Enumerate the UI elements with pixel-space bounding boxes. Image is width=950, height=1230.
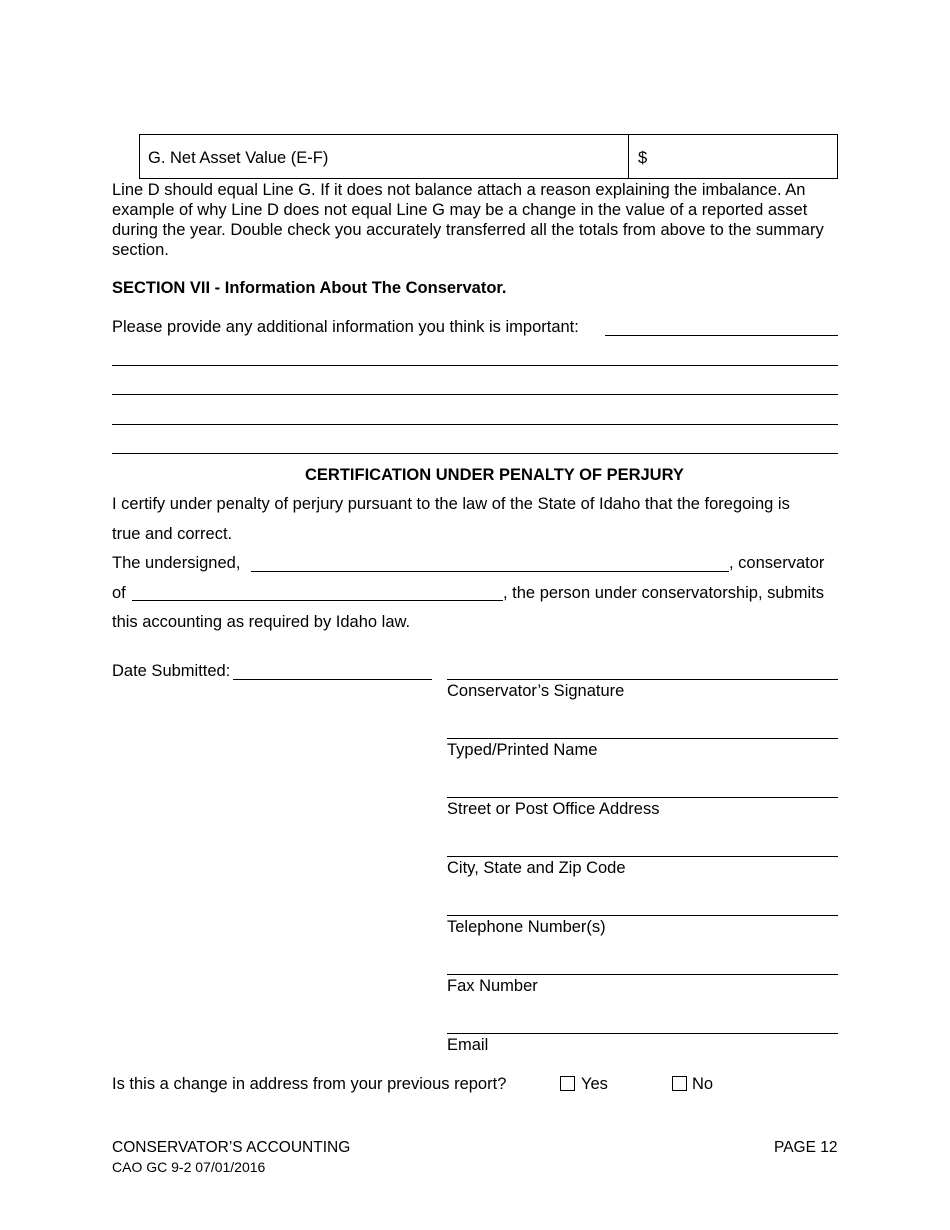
no-checkbox[interactable] (672, 1076, 687, 1091)
balance-note: Line D should equal Line G. If it does not balance attach a reason explaining the imbalance. An example of why Line D does not equal Line G may be a change in the value of a reported asset during the year. Double check you accurately transferred all the totals from above to the summary section. (112, 181, 824, 259)
no-label: No (692, 1075, 714, 1093)
signature-line[interactable] (447, 679, 838, 680)
telephone-label: Telephone Number(s) (447, 918, 606, 936)
net-asset-label: G. Net Asset Value (E-F) (148, 149, 329, 167)
footer-title: CONSERVATOR’S ACCOUNTING (112, 1139, 351, 1156)
additional-info-line-4[interactable] (112, 424, 838, 425)
printed-name-line[interactable] (447, 738, 838, 739)
additional-info-prompt: Please provide any additional information you think is important: (112, 318, 579, 336)
address-line[interactable] (447, 797, 838, 798)
signature-label: Conservator’s Signature (447, 682, 625, 700)
of-prefix: of (112, 584, 126, 602)
conservator-name-line[interactable] (251, 571, 729, 572)
of-suffix: , the person under conservatorship, submits (503, 584, 825, 602)
certification-line-1: I certify under penalty of perjury pursuant to the law of the State of Idaho that the foregoing is (112, 495, 790, 513)
net-asset-currency: $ (638, 149, 648, 167)
certification-line-2: true and correct. (112, 525, 233, 543)
city-state-zip-label: City, State and Zip Code (447, 859, 626, 877)
fax-label: Fax Number (447, 977, 538, 995)
additional-info-line-2[interactable] (112, 365, 838, 366)
address-label: Street or Post Office Address (447, 800, 660, 818)
certification-final-line: this accounting as required by Idaho law. (112, 613, 411, 631)
date-submitted-line[interactable] (233, 679, 432, 680)
yes-label: Yes (581, 1075, 608, 1093)
section-vii-heading: SECTION VII - Information About The Conservator. (112, 279, 507, 297)
undersigned-suffix: , conservator (729, 554, 825, 572)
date-submitted-label: Date Submitted: (112, 662, 231, 680)
protected-person-line[interactable] (132, 600, 503, 601)
footer-page-number: PAGE 12 (774, 1139, 838, 1156)
additional-info-line-3[interactable] (112, 394, 838, 395)
printed-name-label: Typed/Printed Name (447, 741, 598, 759)
yes-checkbox[interactable] (560, 1076, 575, 1091)
table-divider (628, 135, 629, 178)
additional-info-line-5[interactable] (112, 453, 838, 454)
city-state-zip-line[interactable] (447, 856, 838, 857)
undersigned-prefix: The undersigned, (112, 554, 241, 572)
address-change-question: Is this a change in address from your previous report? (112, 1075, 507, 1093)
fax-line[interactable] (447, 974, 838, 975)
email-label: Email (447, 1036, 489, 1054)
additional-info-line-1[interactable] (605, 335, 838, 336)
certification-heading: CERTIFICATION UNDER PENALTY OF PERJURY (305, 466, 684, 484)
net-asset-value-field[interactable] (652, 141, 832, 173)
footer-form-code: CAO GC 9-2 07/01/2016 (112, 1159, 266, 1175)
net-asset-table (139, 134, 838, 179)
email-line[interactable] (447, 1033, 838, 1034)
telephone-line[interactable] (447, 915, 838, 916)
